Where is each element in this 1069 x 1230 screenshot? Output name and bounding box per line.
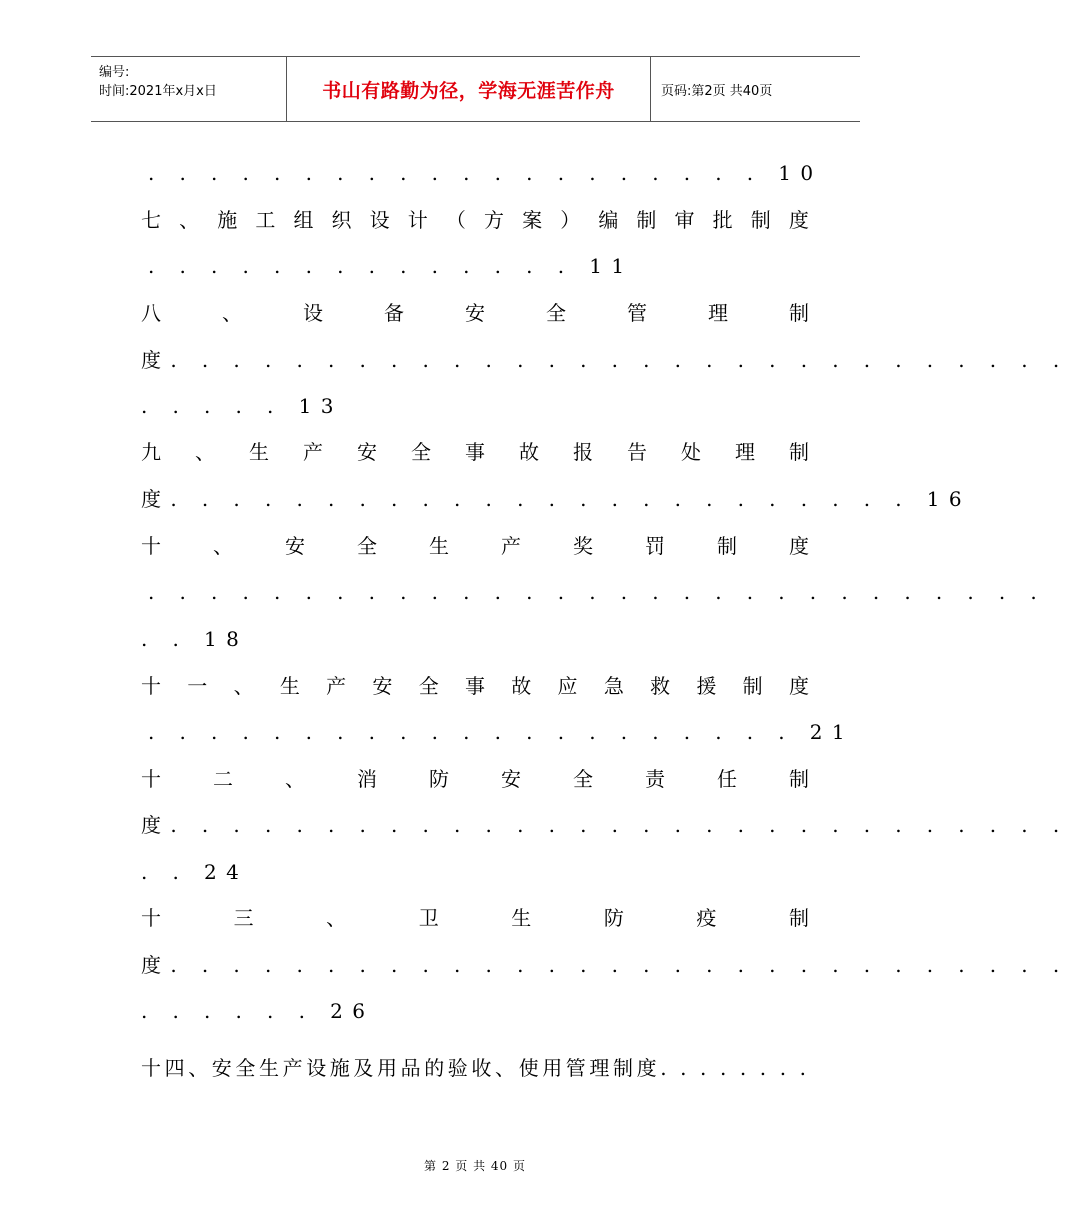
motto: 书山有路勤为径，学海无涯苦作舟: [322, 79, 615, 102]
toc-char: （: [445, 208, 466, 232]
toc-char: 事: [464, 674, 485, 698]
toc-char: 管: [627, 301, 647, 325]
toc-line-10: . . . . . . . . . . . . . . . . . . . . . . . . . . . . .: [148, 580, 1047, 604]
toc-line-18: 度. . . . . . . . . . . . . . . . . . . . . . . . . . . . .: [141, 953, 1069, 977]
toc-char: 、: [222, 301, 242, 325]
header-meta: [91, 57, 287, 121]
toc-char: 全: [546, 301, 566, 325]
code-label: 编号:: [99, 65, 130, 80]
toc-char: 防: [603, 906, 624, 930]
toc-char: 安: [285, 534, 305, 558]
toc-char: 组: [293, 208, 314, 232]
toc-line-12: [141, 671, 809, 701]
toc-char: 责: [645, 767, 665, 791]
toc-line-3: . . . . . . . . . . . . . . 11: [148, 254, 634, 278]
toc-char: 故: [519, 440, 539, 464]
toc-line-9: [141, 531, 809, 561]
toc-char: 全: [411, 440, 431, 464]
toc-line-16: . . 24: [141, 860, 249, 884]
toc-char: 生: [249, 440, 269, 464]
toc-char: 告: [627, 440, 647, 464]
toc-char: 制: [789, 440, 809, 464]
toc-char: 制: [789, 767, 809, 791]
toc-char: 报: [573, 440, 593, 464]
time-label: 时间:2021年x月x日: [99, 84, 217, 99]
toc-char: 度: [789, 534, 809, 558]
toc-line-14: [141, 764, 809, 794]
toc-char: 二: [213, 767, 233, 791]
toc-char: 九: [141, 440, 161, 464]
toc-char: 、: [195, 440, 215, 464]
toc-char: 产: [326, 674, 347, 698]
toc-char: 一: [187, 674, 208, 698]
toc-char: 应: [557, 674, 578, 698]
toc-line-15: 度. . . . . . . . . . . . . . . . . . . . . . . . . . . . .: [141, 813, 1069, 837]
toc-char: 疫: [696, 906, 717, 930]
toc-line-13: . . . . . . . . . . . . . . . . . . . . . 21: [148, 720, 855, 744]
toc-char: 度: [788, 674, 809, 698]
toc-char: 产: [501, 534, 521, 558]
toc-char: 事: [465, 440, 485, 464]
toc-char: 理: [735, 440, 755, 464]
toc-char: 安: [501, 767, 521, 791]
toc-char: 施: [217, 208, 238, 232]
toc-line-5: 度. . . . . . . . . . . . . . . . . . . . . . . . . . . . .: [141, 348, 1069, 372]
toc-char: 十: [141, 767, 161, 791]
toc-char: 设: [303, 301, 323, 325]
toc-char: 援: [696, 674, 717, 698]
toc-char: 制: [789, 301, 809, 325]
toc-char: 安: [357, 440, 377, 464]
toc-char: 工: [255, 208, 276, 232]
toc-line-4: [141, 298, 809, 328]
toc-char: 编: [598, 208, 619, 232]
toc-line-2: [141, 205, 809, 235]
toc-char: 织: [331, 208, 352, 232]
toc-char: 奖: [573, 534, 593, 558]
toc-line-20: 十四、安全生产设施及用品的验收、使用管理制度. . . . . . . .: [141, 1056, 810, 1080]
header-motto-cell: [287, 57, 651, 121]
header-page-cell: [651, 57, 860, 121]
toc-char: 方: [483, 208, 504, 232]
document-header: [91, 56, 860, 122]
toc-char: 设: [369, 208, 390, 232]
toc-char: 卫: [418, 906, 439, 930]
toc-char: 急: [603, 674, 624, 698]
toc-char: 度: [788, 208, 809, 232]
toc-line-1: . . . . . . . . . . . . . . . . . . . . 10: [148, 161, 823, 185]
toc-char: 计: [407, 208, 428, 232]
page-label: 页码:第2页 共40页: [661, 83, 773, 99]
toc-char: 三: [233, 906, 254, 930]
toc-char: 、: [213, 534, 233, 558]
toc-line-19: . . . . . . 26: [141, 999, 375, 1023]
toc-char: 全: [573, 767, 593, 791]
toc-char: 全: [357, 534, 377, 558]
toc-char: 防: [429, 767, 449, 791]
toc-char: 制: [636, 208, 657, 232]
page-footer: 第 2 页 共 40 页: [424, 1159, 526, 1173]
toc-char: 生: [429, 534, 449, 558]
toc-char: 理: [708, 301, 728, 325]
toc-char: 十: [141, 534, 161, 558]
toc-char: 七: [141, 208, 161, 232]
toc-line-17: [141, 903, 809, 933]
toc-line-11: . . 18: [141, 627, 249, 651]
toc-char: 故: [511, 674, 532, 698]
toc-char: 救: [650, 674, 671, 698]
toc-char: 生: [511, 906, 532, 930]
toc-char: 案: [522, 208, 543, 232]
toc-char: 处: [681, 440, 701, 464]
toc-line-8: 度. . . . . . . . . . . . . . . . . . . . . . . . 16: [141, 487, 972, 511]
toc-char: 、: [285, 767, 305, 791]
toc-char: 制: [717, 534, 737, 558]
toc-char: 十: [141, 906, 161, 930]
toc-char: 消: [357, 767, 377, 791]
toc-char: 制: [742, 674, 763, 698]
toc-char: 、: [326, 906, 347, 930]
toc-line-6: . . . . . 13: [141, 394, 343, 418]
toc-char: 制: [750, 208, 771, 232]
toc-char: 批: [712, 208, 733, 232]
toc-char: 罚: [645, 534, 665, 558]
toc-char: 八: [141, 301, 161, 325]
toc-line-7: [141, 437, 809, 467]
toc-char: 任: [717, 767, 737, 791]
toc-char: 安: [465, 301, 485, 325]
toc-char: 审: [674, 208, 695, 232]
toc-char: 制: [788, 906, 809, 930]
toc-char: 全: [418, 674, 439, 698]
toc-char: 备: [384, 301, 404, 325]
toc-char: 生: [279, 674, 300, 698]
toc-char: 产: [303, 440, 323, 464]
toc-char: 安: [372, 674, 393, 698]
toc-char: 十: [141, 674, 161, 698]
toc-char: 、: [179, 208, 200, 232]
toc-char: ）: [560, 208, 581, 232]
toc-char: 、: [233, 674, 254, 698]
